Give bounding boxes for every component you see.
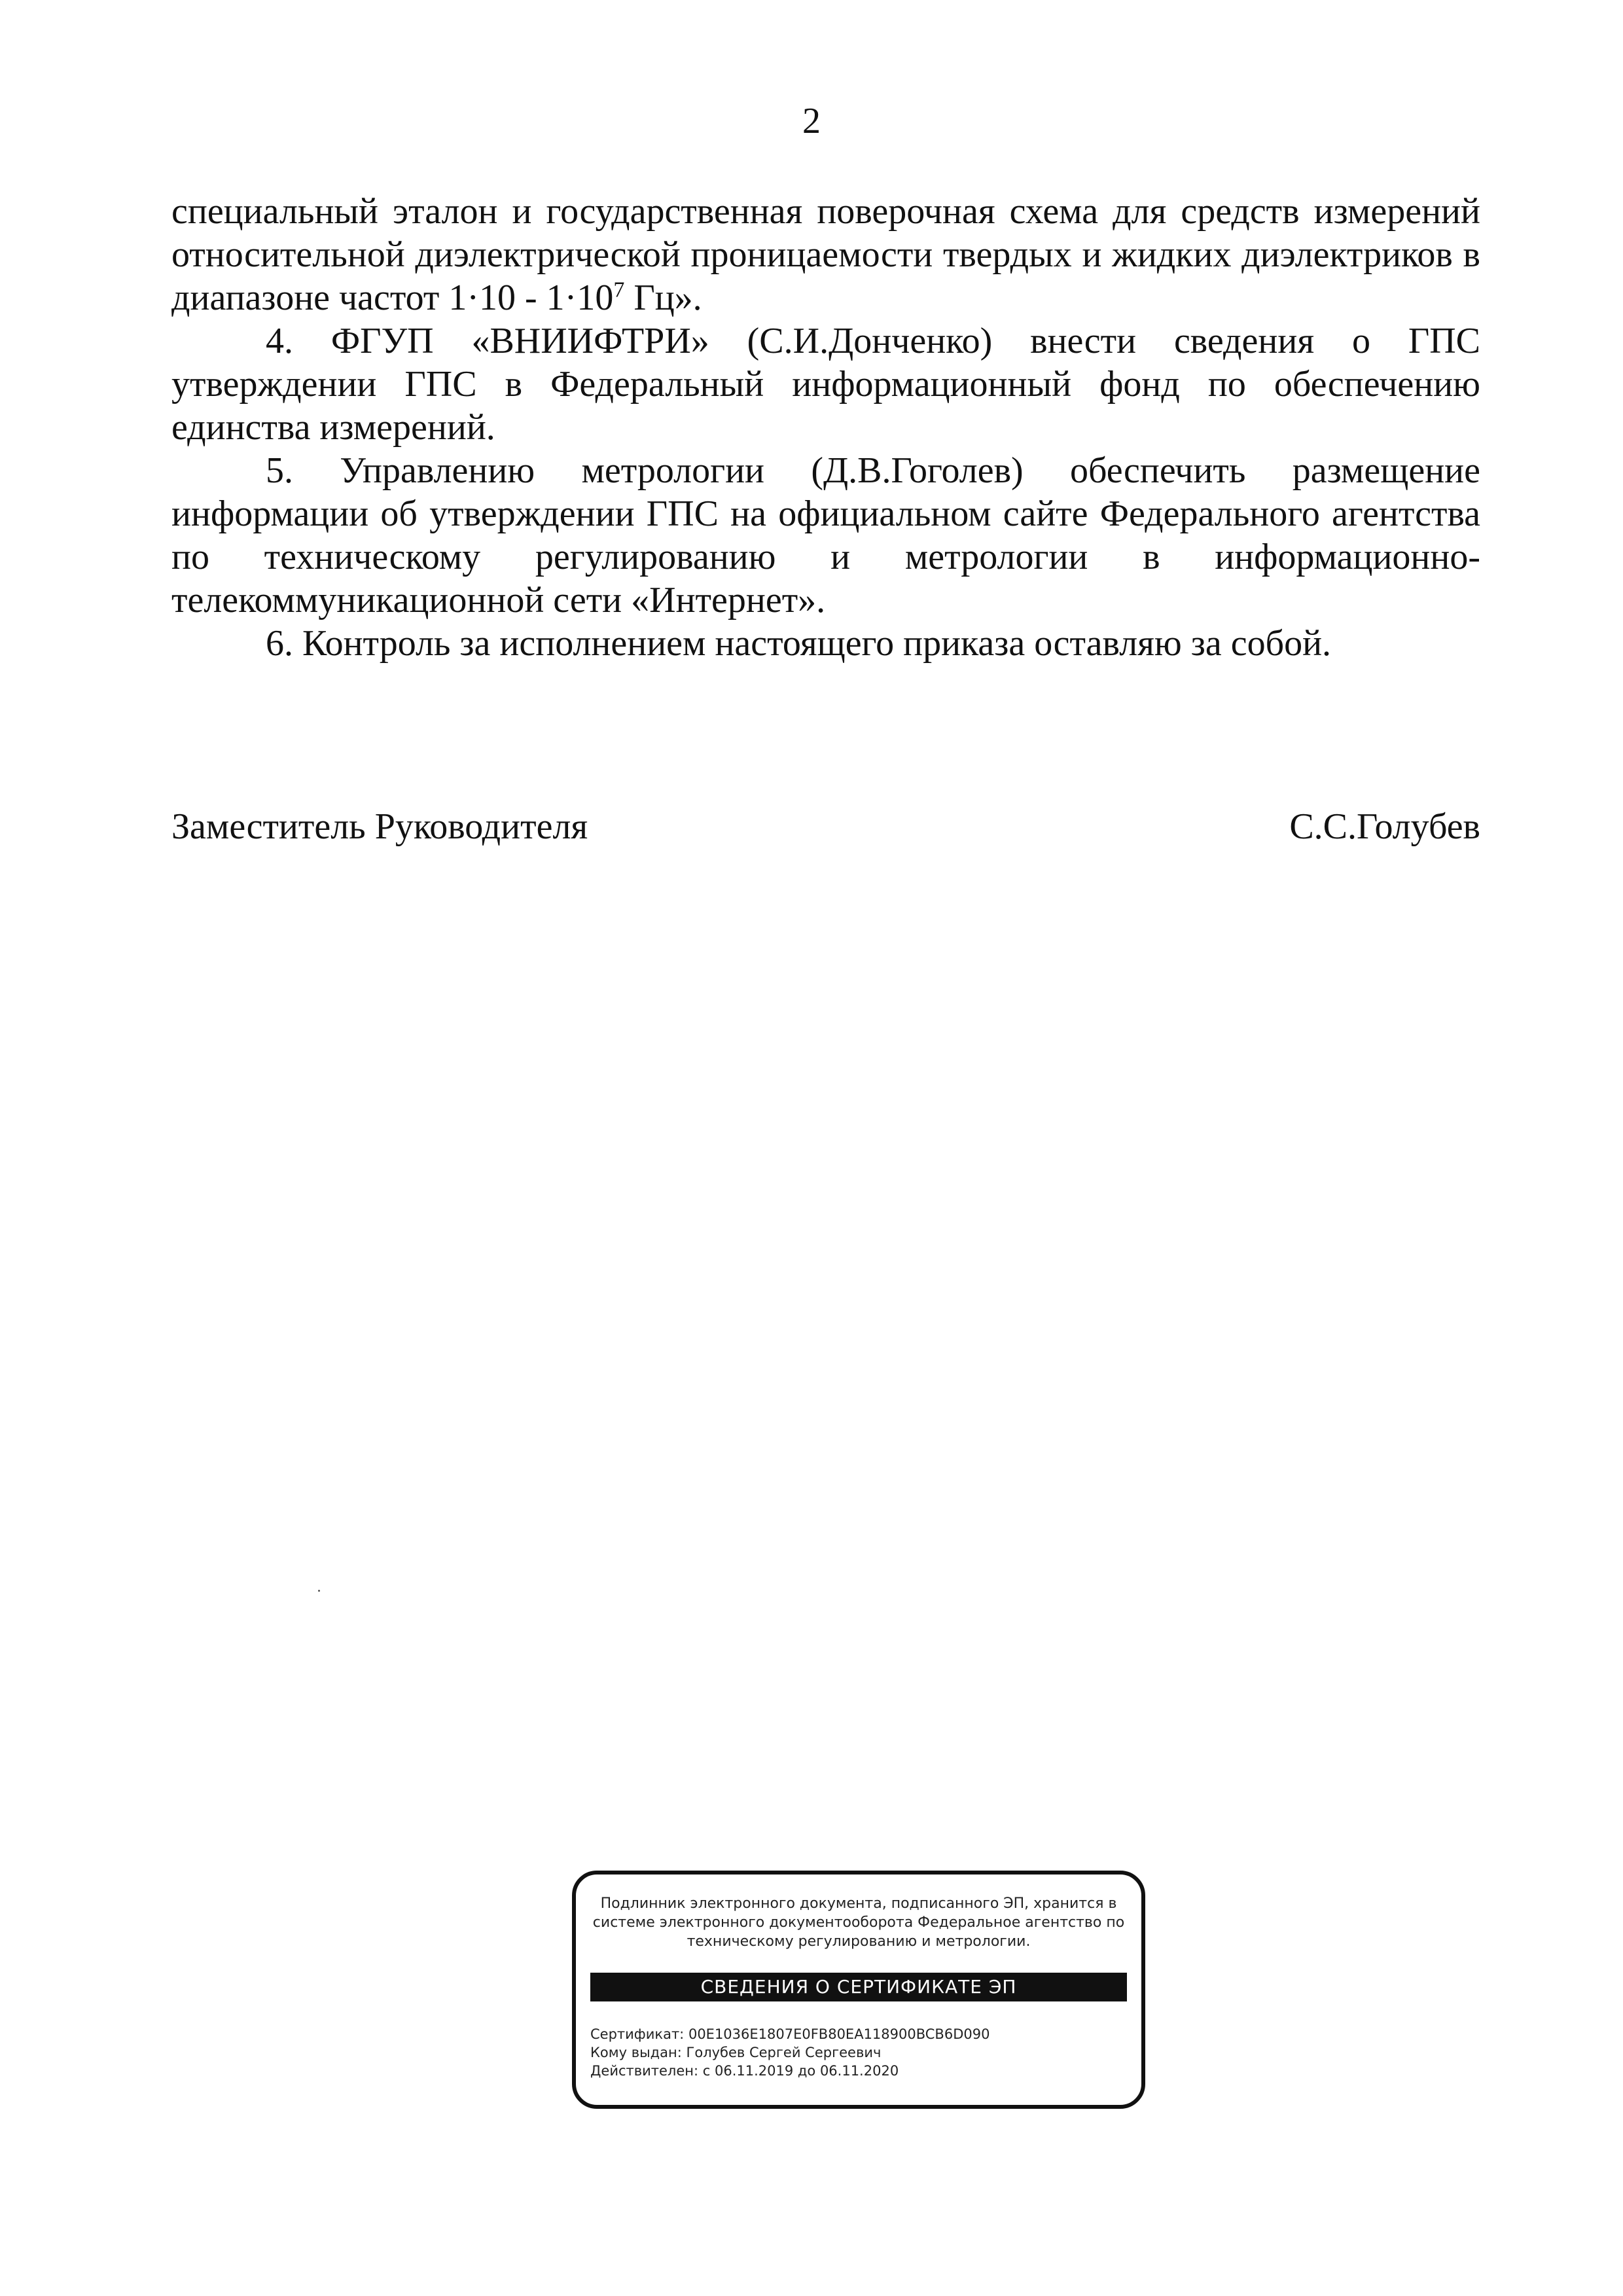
paragraph-continuation xyxy=(171,190,1480,319)
document-body xyxy=(171,190,1480,665)
stamp-details xyxy=(590,2025,1127,2080)
certificate-label: Сертификат: xyxy=(590,2026,685,2042)
certificate-line xyxy=(590,2025,1127,2043)
validity-label: Действителен: xyxy=(590,2063,699,2079)
issued-to-line xyxy=(590,2043,1127,2062)
frequency-range: 1·10 - 1·10 xyxy=(448,278,614,318)
paragraph-item-6: 6. Контроль за исполнением настоящего приказа оставляю за собой. xyxy=(266,623,1332,664)
certificate-value: 00E1036E1807E0FB80EA118900BCB6D090 xyxy=(688,2026,990,2042)
paragraph-item-5: 5. Управлению метрологии (Д.В.Гоголев) обеспечить размещение информации об утверждении ГПС на официальном сайте Федерального агентства по техническому регулированию и метрологии в информационно-телекоммуникационной сети «Интернет». xyxy=(171,450,1480,620)
stray-mark xyxy=(318,1590,320,1592)
paragraph-item-4: 4. ФГУП «ВНИИФТРИ» (С.И.Донченко) внести сведения о ГПС утверждении ГПС в Федеральный информационный фонд по обеспечению единства измерений. xyxy=(171,321,1480,448)
paragraph-1-end: Гц». xyxy=(624,278,702,318)
validity-line xyxy=(590,2062,1127,2080)
frequency-exponent: 7 xyxy=(613,278,625,302)
validity-value: с 06.11.2019 до 06.11.2020 xyxy=(702,2063,899,2079)
signatory-name: С.С.Голубев xyxy=(1289,806,1480,847)
electronic-signature-stamp xyxy=(572,1871,1145,2109)
page-number: 2 xyxy=(802,101,821,141)
issued-to-label: Кому выдан: xyxy=(590,2045,682,2060)
signatory-position: Заместитель Руководителя xyxy=(171,806,588,847)
paragraph-1-text: специальный эталон и государственная поверочная схема для средств измерений относительной диэлектрической проницаемости твердых и жидких диэлектриков в диапазоне частот xyxy=(171,191,1480,318)
stamp-notice: Подлинник электронного документа, подписанного ЭП, хранится в системе электронного документооборота Федеральное агентство по техническому регулированию и метрологии. xyxy=(592,1895,1125,1950)
stamp-header: СВЕДЕНИЯ О СЕРТИФИКАТЕ ЭП xyxy=(590,1973,1127,2001)
issued-to-value: Голубев Сергей Сергеевич xyxy=(686,2045,882,2060)
